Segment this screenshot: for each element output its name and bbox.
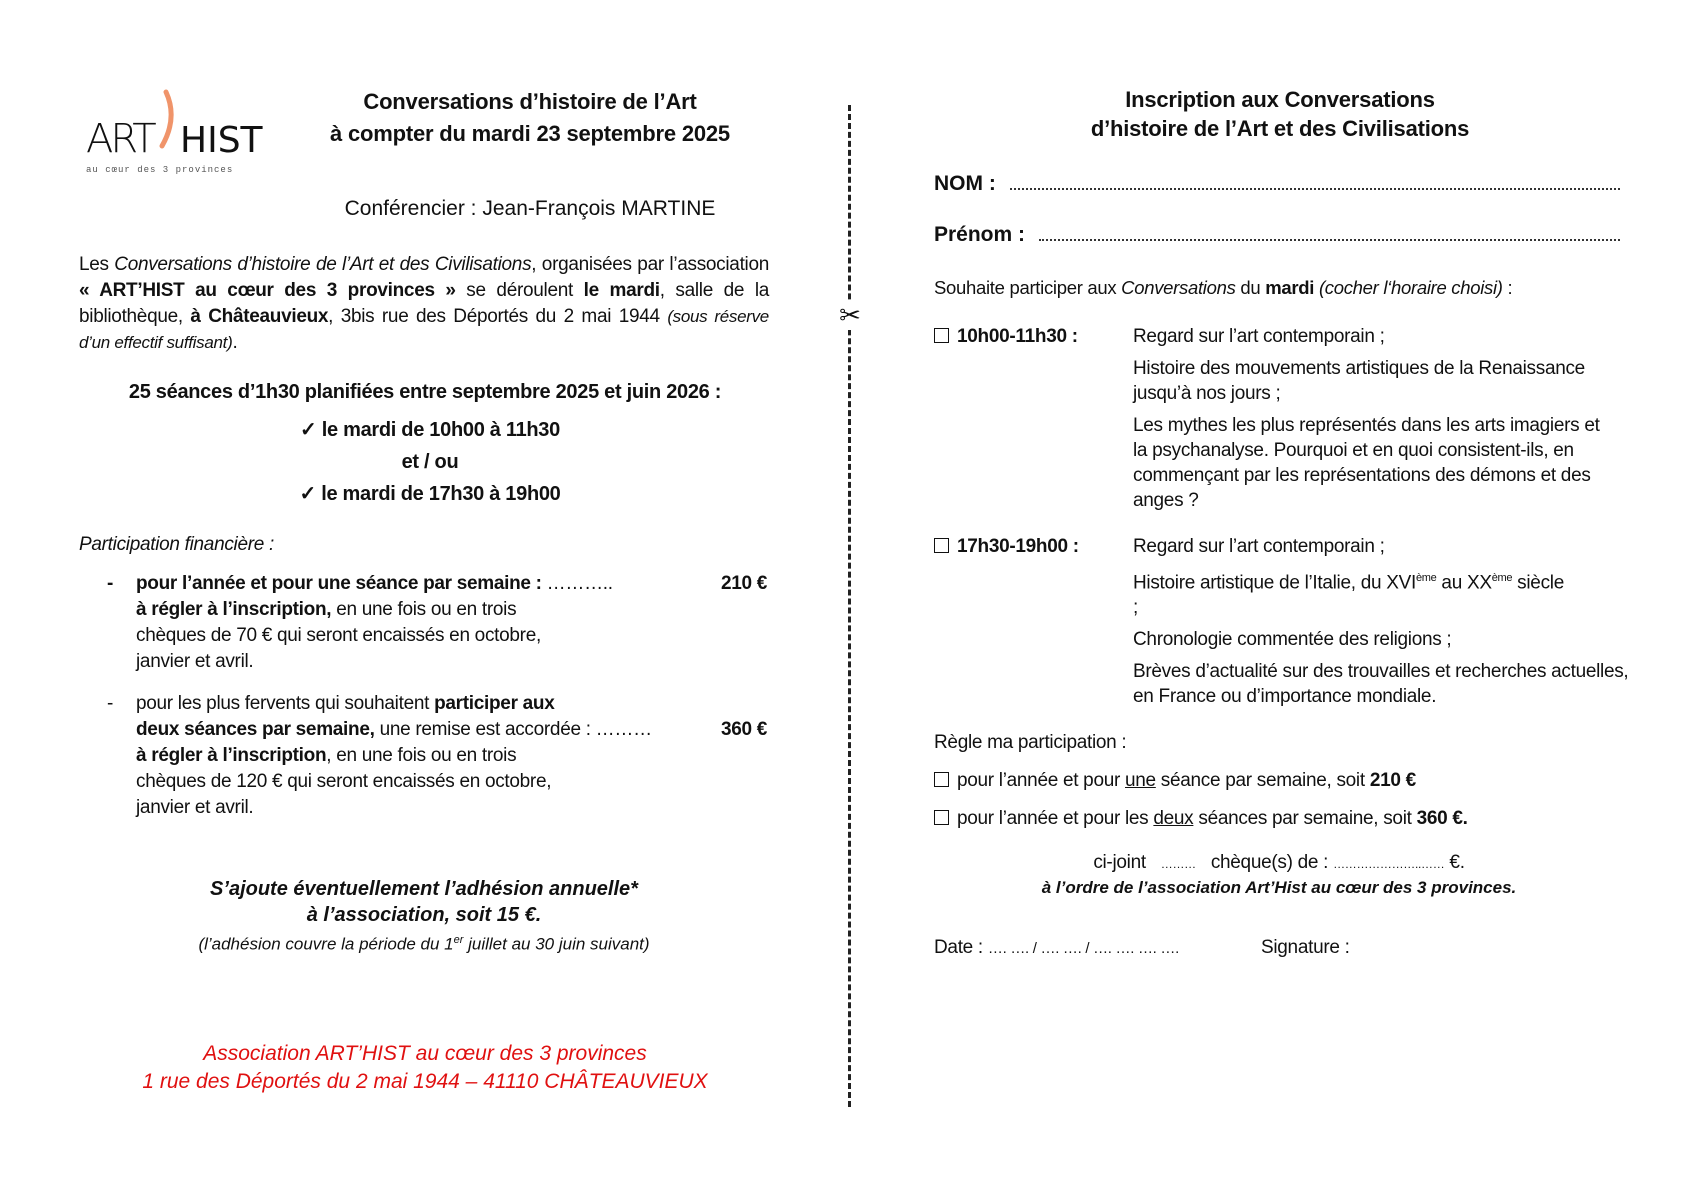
- session-2-text: le mardi de 17h30 à 19h00: [321, 483, 561, 505]
- option-2-text: , en une fois ou en trois: [326, 745, 517, 766]
- topic: Regard sur l’art contemporain ;: [1133, 326, 1385, 347]
- prenom-label: Prénom :: [934, 223, 1026, 246]
- intro-bold: à Châteauvieux: [190, 306, 329, 327]
- pay-price: 210 €: [1369, 770, 1416, 791]
- scissors-icon: ✂: [836, 300, 864, 330]
- association-street: 1 rue des Déportés du 2 mai 1944 – 41110 CHÂTEAUVIEUX: [142, 1070, 708, 1093]
- intro-paragraph: [79, 252, 769, 356]
- logo-tagline: au cœur des 3 provinces: [86, 165, 234, 175]
- signature-field[interactable]: Signature :: [1261, 937, 1350, 958]
- checkbox-icon[interactable]: [934, 810, 949, 825]
- sessions-heading: 25 séances d’1h30 planifiées entre septembre 2025 et juin 2026 :: [128, 381, 722, 403]
- pay-price: 360 €: [1416, 808, 1463, 829]
- topic-sup: ème: [1415, 572, 1437, 584]
- check-icon: ✓: [299, 483, 316, 505]
- date-field[interactable]: [934, 935, 1179, 962]
- nom-label: NOM :: [934, 172, 996, 195]
- cheque-amount-field[interactable]: …………………..……: [1333, 857, 1445, 871]
- option-2-bold: participer aux: [434, 693, 555, 714]
- option-1-text: janvier et avril.: [136, 651, 254, 672]
- wish-italic: Conversations: [1121, 277, 1236, 298]
- pay-text: séances par semaine, soit: [1193, 808, 1417, 829]
- cheque-line: [934, 850, 1624, 877]
- option-1-label: pour l’année et pour une séance par semaine :: [136, 573, 547, 594]
- bullet-dash: -: [107, 693, 114, 714]
- wish-text: :: [1502, 277, 1513, 298]
- option-1-text: en une fois ou en trois: [331, 599, 517, 620]
- nom-field[interactable]: [934, 172, 1620, 196]
- option-1-text: chèques de 70 € qui seront encaissés en octobre,: [136, 625, 541, 646]
- session-1: [180, 417, 680, 443]
- wish-text: du: [1235, 277, 1266, 298]
- option-1-bold: à régler à l’inscription,: [136, 599, 332, 620]
- pay-underline: deux: [1153, 808, 1194, 829]
- session-2: [180, 481, 680, 507]
- participation-heading: Participation financière :: [79, 534, 274, 555]
- option-2-bold: deux séances par semaine,: [136, 719, 375, 740]
- payable-to: à l’ordre de l’association Art’Hist au cœur des 3 provinces.: [1041, 878, 1517, 897]
- intro-bold: le mardi: [583, 280, 660, 301]
- intro-text: , salle de la bibliothèque,: [79, 280, 770, 327]
- wish-italic: (cocher l‘horaire choisi): [1318, 277, 1503, 298]
- pay-text: .: [1462, 808, 1468, 829]
- checkbox-icon[interactable]: [934, 772, 949, 787]
- date-label: Date :: [934, 937, 983, 958]
- cheque-count-field[interactable]: ………: [1160, 857, 1196, 871]
- intro-text: .: [232, 332, 238, 353]
- membership-note: [79, 876, 769, 957]
- option-2: [107, 691, 787, 821]
- membership-line1: S’ajoute éventuellement l’adhésion annuelle*: [210, 878, 638, 900]
- option-2-bold: à régler à l’inscription: [136, 745, 327, 766]
- leader-dots: ………: [595, 719, 652, 740]
- right-title-line1: Inscription aux Conversations: [1125, 87, 1435, 112]
- association-name: Association ART’HIST au cœur des 3 provinces: [203, 1042, 647, 1065]
- right-title: [1000, 85, 1560, 143]
- date-input[interactable]: …. …. / …. …. / …. …. …. ….: [987, 940, 1179, 957]
- slot-1-topics: [1133, 324, 1613, 513]
- pay-underline: une: [1125, 770, 1156, 791]
- cut-line: [848, 105, 851, 1107]
- option-2-text: pour les plus fervents qui souhaitent: [136, 693, 435, 714]
- option-2-text: chèques de 120 € qui seront encaissés en octobre,: [136, 771, 552, 792]
- topic: Regard sur l’art contemporain ;: [1133, 536, 1385, 557]
- check-icon: ✓: [300, 419, 317, 441]
- slot-1-time: 10h00-11h30 :: [957, 326, 1078, 347]
- cheque-amount-label: chèque(s) de :: [1210, 852, 1329, 873]
- wish-text: Souhaite participer aux: [934, 277, 1122, 298]
- topic-sup: ème: [1491, 572, 1513, 584]
- checkbox-icon[interactable]: [934, 328, 949, 343]
- membership-period-text: juillet au 30 juin suivant): [463, 934, 650, 954]
- intro-text: se déroulent: [455, 280, 584, 301]
- nom-input-line[interactable]: [1010, 188, 1620, 190]
- topic-text: au XX: [1436, 572, 1492, 594]
- payment-heading: Règle ma participation :: [934, 732, 1127, 753]
- pay-text: séance par semaine, soit: [1155, 770, 1370, 791]
- topic-text: Histoire artistique de l’Italie, du XVI: [1133, 572, 1416, 594]
- intro-text: , 3bis rue des Déportés du 2 mai 1944: [328, 306, 668, 327]
- membership-period-sup: er: [453, 934, 464, 946]
- pay-text: pour l’année et pour: [957, 770, 1125, 791]
- checkbox-icon[interactable]: [934, 538, 949, 553]
- left-title-line1: Conversations d’histoire de l’Art: [363, 89, 697, 114]
- left-title-line2: à compter du mardi 23 septembre 2025: [330, 121, 730, 146]
- intro-text: , organisées par l’association: [531, 254, 769, 275]
- prenom-input-line[interactable]: [1039, 239, 1620, 241]
- option-1: [107, 571, 787, 675]
- and-or: et / ou: [401, 451, 459, 473]
- prenom-field[interactable]: [934, 223, 1620, 247]
- option-2-price: 360 €: [720, 719, 767, 740]
- membership-period-text: (l’adhésion couvre la période du 1: [198, 934, 454, 954]
- option-1-price: 210 €: [720, 573, 767, 594]
- bullet-dash: -: [107, 573, 114, 594]
- pay-text: pour l’année et pour les: [957, 808, 1154, 829]
- membership-period: [79, 928, 769, 957]
- wish-line: [934, 275, 1512, 301]
- slot-2-topics: [1133, 534, 1633, 709]
- association-address: [60, 1040, 790, 1096]
- topic: Histoire des mouvements artistiques de la Renaissance jusqu’à nos jours ;: [1133, 358, 1585, 404]
- intro-italic: Conversations d’histoire de l’Art et des Civilisations: [114, 254, 532, 275]
- logo-art: ART: [86, 116, 154, 162]
- topic: [1133, 566, 1573, 620]
- payment-option-210[interactable]: [934, 768, 1416, 794]
- slot-2-time: 17h30-19h00 :: [957, 536, 1079, 557]
- membership-line2: à l’association, soit 15 €.: [306, 904, 542, 926]
- slot-1-checkbox[interactable]: [934, 324, 1078, 350]
- topic: Les mythes les plus représentés dans les arts imagiers et la psychanalyse. Pourquoi et en quoi consistent-ils, en commençant par les représentations des démons et des anges ?: [1133, 415, 1600, 511]
- euro-sign: €.: [1449, 852, 1465, 873]
- payment-option-360[interactable]: [934, 806, 1468, 832]
- intro-italic: (sous réserve d’un effectif suffisant): [79, 307, 769, 352]
- logo-hist: HIST: [180, 120, 263, 161]
- option-2-text: une remise est accordée :: [374, 719, 596, 740]
- right-title-line2: d’histoire de l’Art et des Civilisations: [1090, 116, 1470, 141]
- topic: Brèves d’actualité sur des trouvailles et recherches actuelles, en France ou d’importance mondiale.: [1133, 661, 1629, 708]
- intro-bold: « ART’HIST au cœur des 3 provinces »: [79, 280, 456, 301]
- cheque-label: ci-joint: [1093, 852, 1146, 873]
- slot-2-checkbox[interactable]: [934, 534, 1079, 560]
- art-hist-logo: [84, 88, 269, 178]
- topic-text: siècle ;: [1133, 572, 1564, 619]
- speaker: Conférencier : Jean-François MARTINE: [344, 197, 716, 220]
- session-1-text: le mardi de 10h00 à 11h30: [321, 419, 560, 441]
- leader-dots: ………..: [546, 573, 613, 594]
- topic: Chronologie commentée des religions ;: [1133, 629, 1452, 651]
- intro-text: Les: [79, 254, 115, 275]
- wish-bold: mardi: [1265, 277, 1315, 298]
- left-title: [280, 86, 780, 150]
- option-2-text: janvier et avril.: [136, 797, 254, 818]
